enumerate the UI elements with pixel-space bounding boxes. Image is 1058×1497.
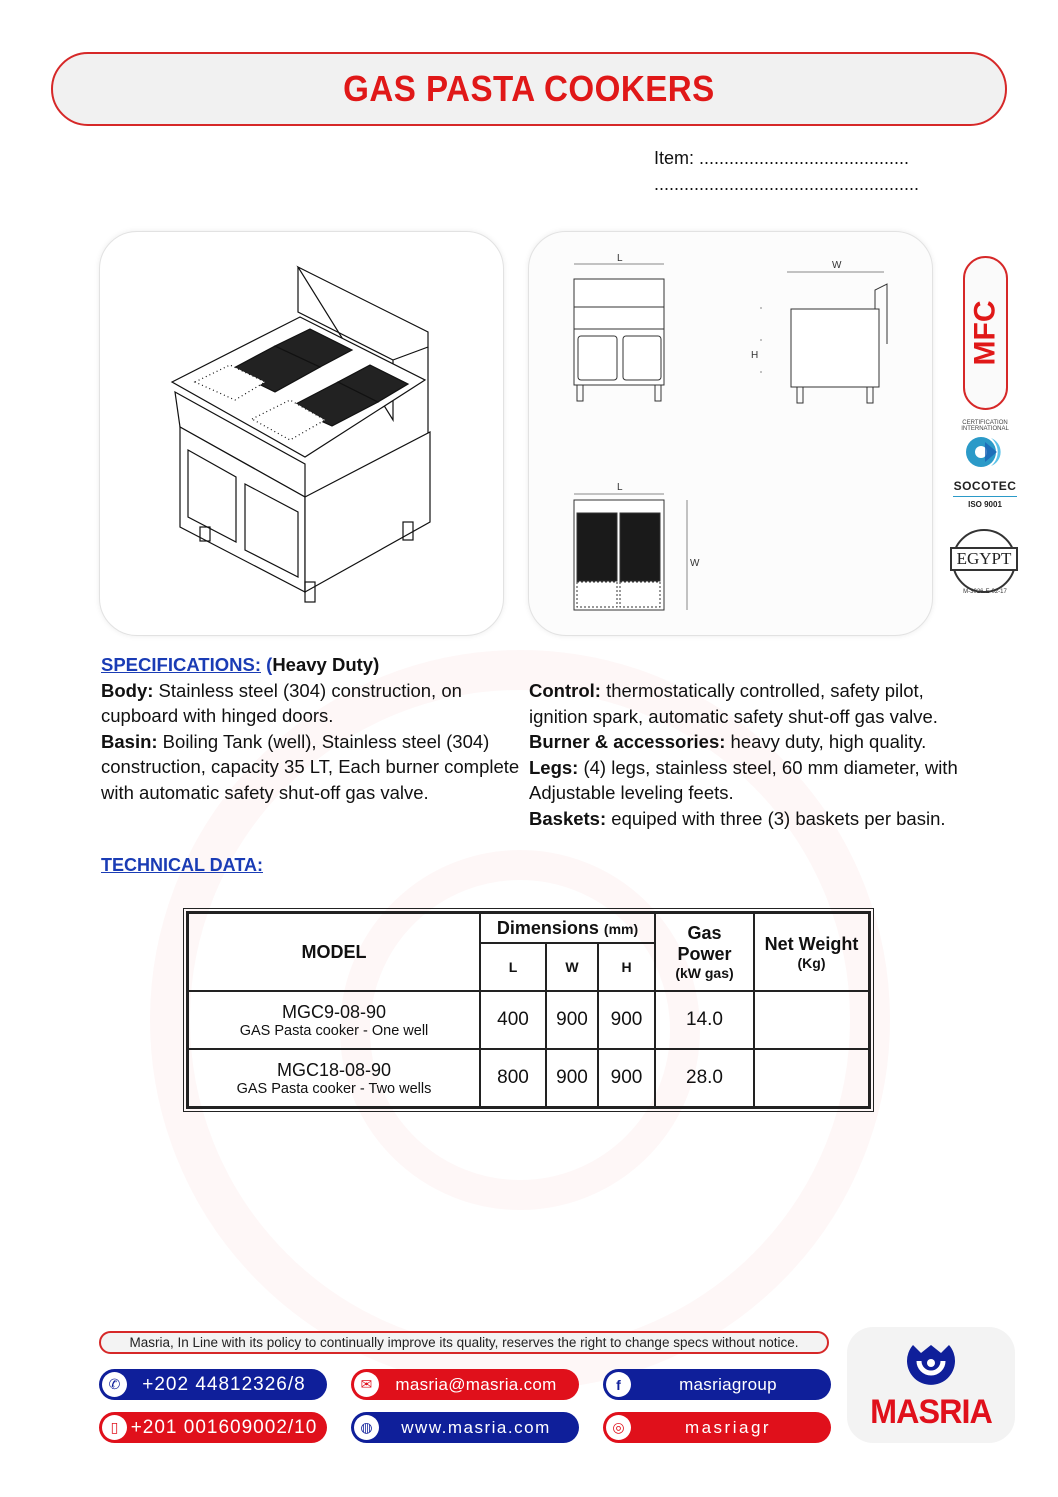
table-row [188,991,869,1049]
header-gas-power: Gas Power (kW gas) [655,913,754,991]
globe-icon: ◍ [354,1415,379,1440]
mobile-number: +201 001609002/10 [130,1416,318,1438]
height-cell: 900 [598,1049,655,1107]
title-banner [51,52,1007,126]
email-contact[interactable] [351,1369,579,1400]
mail-icon: ✉ [354,1372,379,1397]
model-cell: MGC18-08-90 GAS Pasta cooker - Two wells [188,1049,480,1107]
front-view-cabinet [574,329,664,385]
spec-basin: Basin: Boiling Tank (well), Stainless steel (304) construction, capacity 35 LT, Each burner complete with automatic safety shut-off gas valve. [101,730,520,803]
phone-number: +202 44812326/8 [142,1373,306,1395]
header-l: L [480,943,546,991]
header-w: W [546,943,598,991]
side-dim-H: H [751,350,759,361]
top-view-basin-right [620,513,660,581]
net-weight-cell [754,1049,869,1107]
made-in-egypt-badge [948,527,1022,601]
website-url: www.masria.com [401,1417,551,1437]
height-cell: 900 [598,991,655,1049]
mfc-badge [963,256,1008,410]
width-cell: 900 [546,1049,598,1107]
spec-baskets: Baskets: equiped with three (3) baskets per basin. [529,807,946,829]
side-view-body [791,309,879,387]
facebook-link[interactable] [603,1369,831,1400]
front-dim-L: L [617,253,623,264]
egypt-label: EGYPT [950,547,1018,571]
mobile-contact[interactable] [99,1412,327,1443]
item-field-continuation: ..................................................... [654,174,920,194]
mobile-icon: ▯ [102,1415,127,1440]
side-dim-W: W [832,260,842,271]
length-cell: 400 [480,991,546,1049]
header-h: H [598,943,655,991]
top-dim-L: L [617,482,623,493]
header-model: MODEL [188,913,480,991]
dimension-views-image [528,231,933,636]
technical-data-heading: TECHNICAL DATA: [101,855,263,875]
table-row [188,1049,869,1107]
net-weight-cell [754,991,869,1049]
website-link[interactable] [351,1412,579,1443]
specifications-left [101,652,521,806]
masria-emblem-icon [903,1339,959,1389]
top-view-basin-left [577,513,617,581]
instagram-icon: ◎ [606,1415,631,1440]
mfc-text: MFC [968,300,1002,366]
specifications-subtitle: (Heavy Duty) [266,654,380,675]
specifications-heading: SPECIFICATIONS: [101,654,261,675]
socotec-certification-badge [945,420,1025,520]
page-title: GAS PASTA COOKERS [343,68,715,109]
top-dim-W: W [690,558,700,569]
phone-icon: ✆ [102,1372,127,1397]
socotec-divider [953,496,1017,497]
specifications-heading-line [101,652,521,678]
egypt-code: M-3026-E-02-17 [963,589,1007,595]
front-view-top [574,279,664,307]
gas-power-cell: 28.0 [655,1049,754,1107]
socotec-logo-icon [963,432,1007,472]
instagram-link[interactable] [603,1412,831,1443]
width-cell: 900 [546,991,598,1049]
spec-burner: Burner & accessories: heavy duty, high quality. [529,731,927,753]
policy-notice: Masria, In Line with its policy to continually improve its quality, reserves the right to change specs without notice. [99,1331,829,1354]
email-address: masria@masria.com [395,1374,557,1394]
header-net-weight: Net Weight (Kg) [754,913,869,991]
header-dimensions: Dimensions (mm) [480,913,655,943]
item-field: Item: .......................................... [654,148,910,168]
cabinet-side [305,432,430,592]
spec-control: Control: thermostatically controlled, safety pilot, ignition spark, automatic safety shut-off gas valve. [529,680,938,727]
specifications-right [529,678,979,832]
isometric-drawing [100,232,505,637]
masria-logo [847,1327,1015,1443]
spec-body: Body: Stainless steel (304) construction, on cupboard with hinged doors. [101,679,462,727]
phone-contact[interactable] [99,1369,327,1400]
socotec-ring-text: CERTIFICATION INTERNATIONAL [961,420,1009,432]
model-cell: MGC9-08-90 GAS Pasta cooker - One well [188,991,480,1049]
facebook-handle: masriagroup [679,1374,777,1394]
length-cell: 800 [480,1049,546,1107]
instagram-handle: masriagr [684,1417,772,1437]
spec-legs: Legs: (4) legs, stainless steel, 60 mm diameter, with Adjustable leveling feets. [529,756,958,804]
iso-label: ISO 9001 [968,500,1002,509]
masria-wordmark: MASRIA [870,1393,992,1431]
gas-power-cell: 14.0 [655,991,754,1049]
orthographic-drawings [529,232,934,637]
socotec-brand: SOCOTEC [953,479,1017,493]
product-isometric-image [99,231,504,636]
facebook-icon: f [606,1372,631,1397]
technical-data-table [183,908,874,1112]
